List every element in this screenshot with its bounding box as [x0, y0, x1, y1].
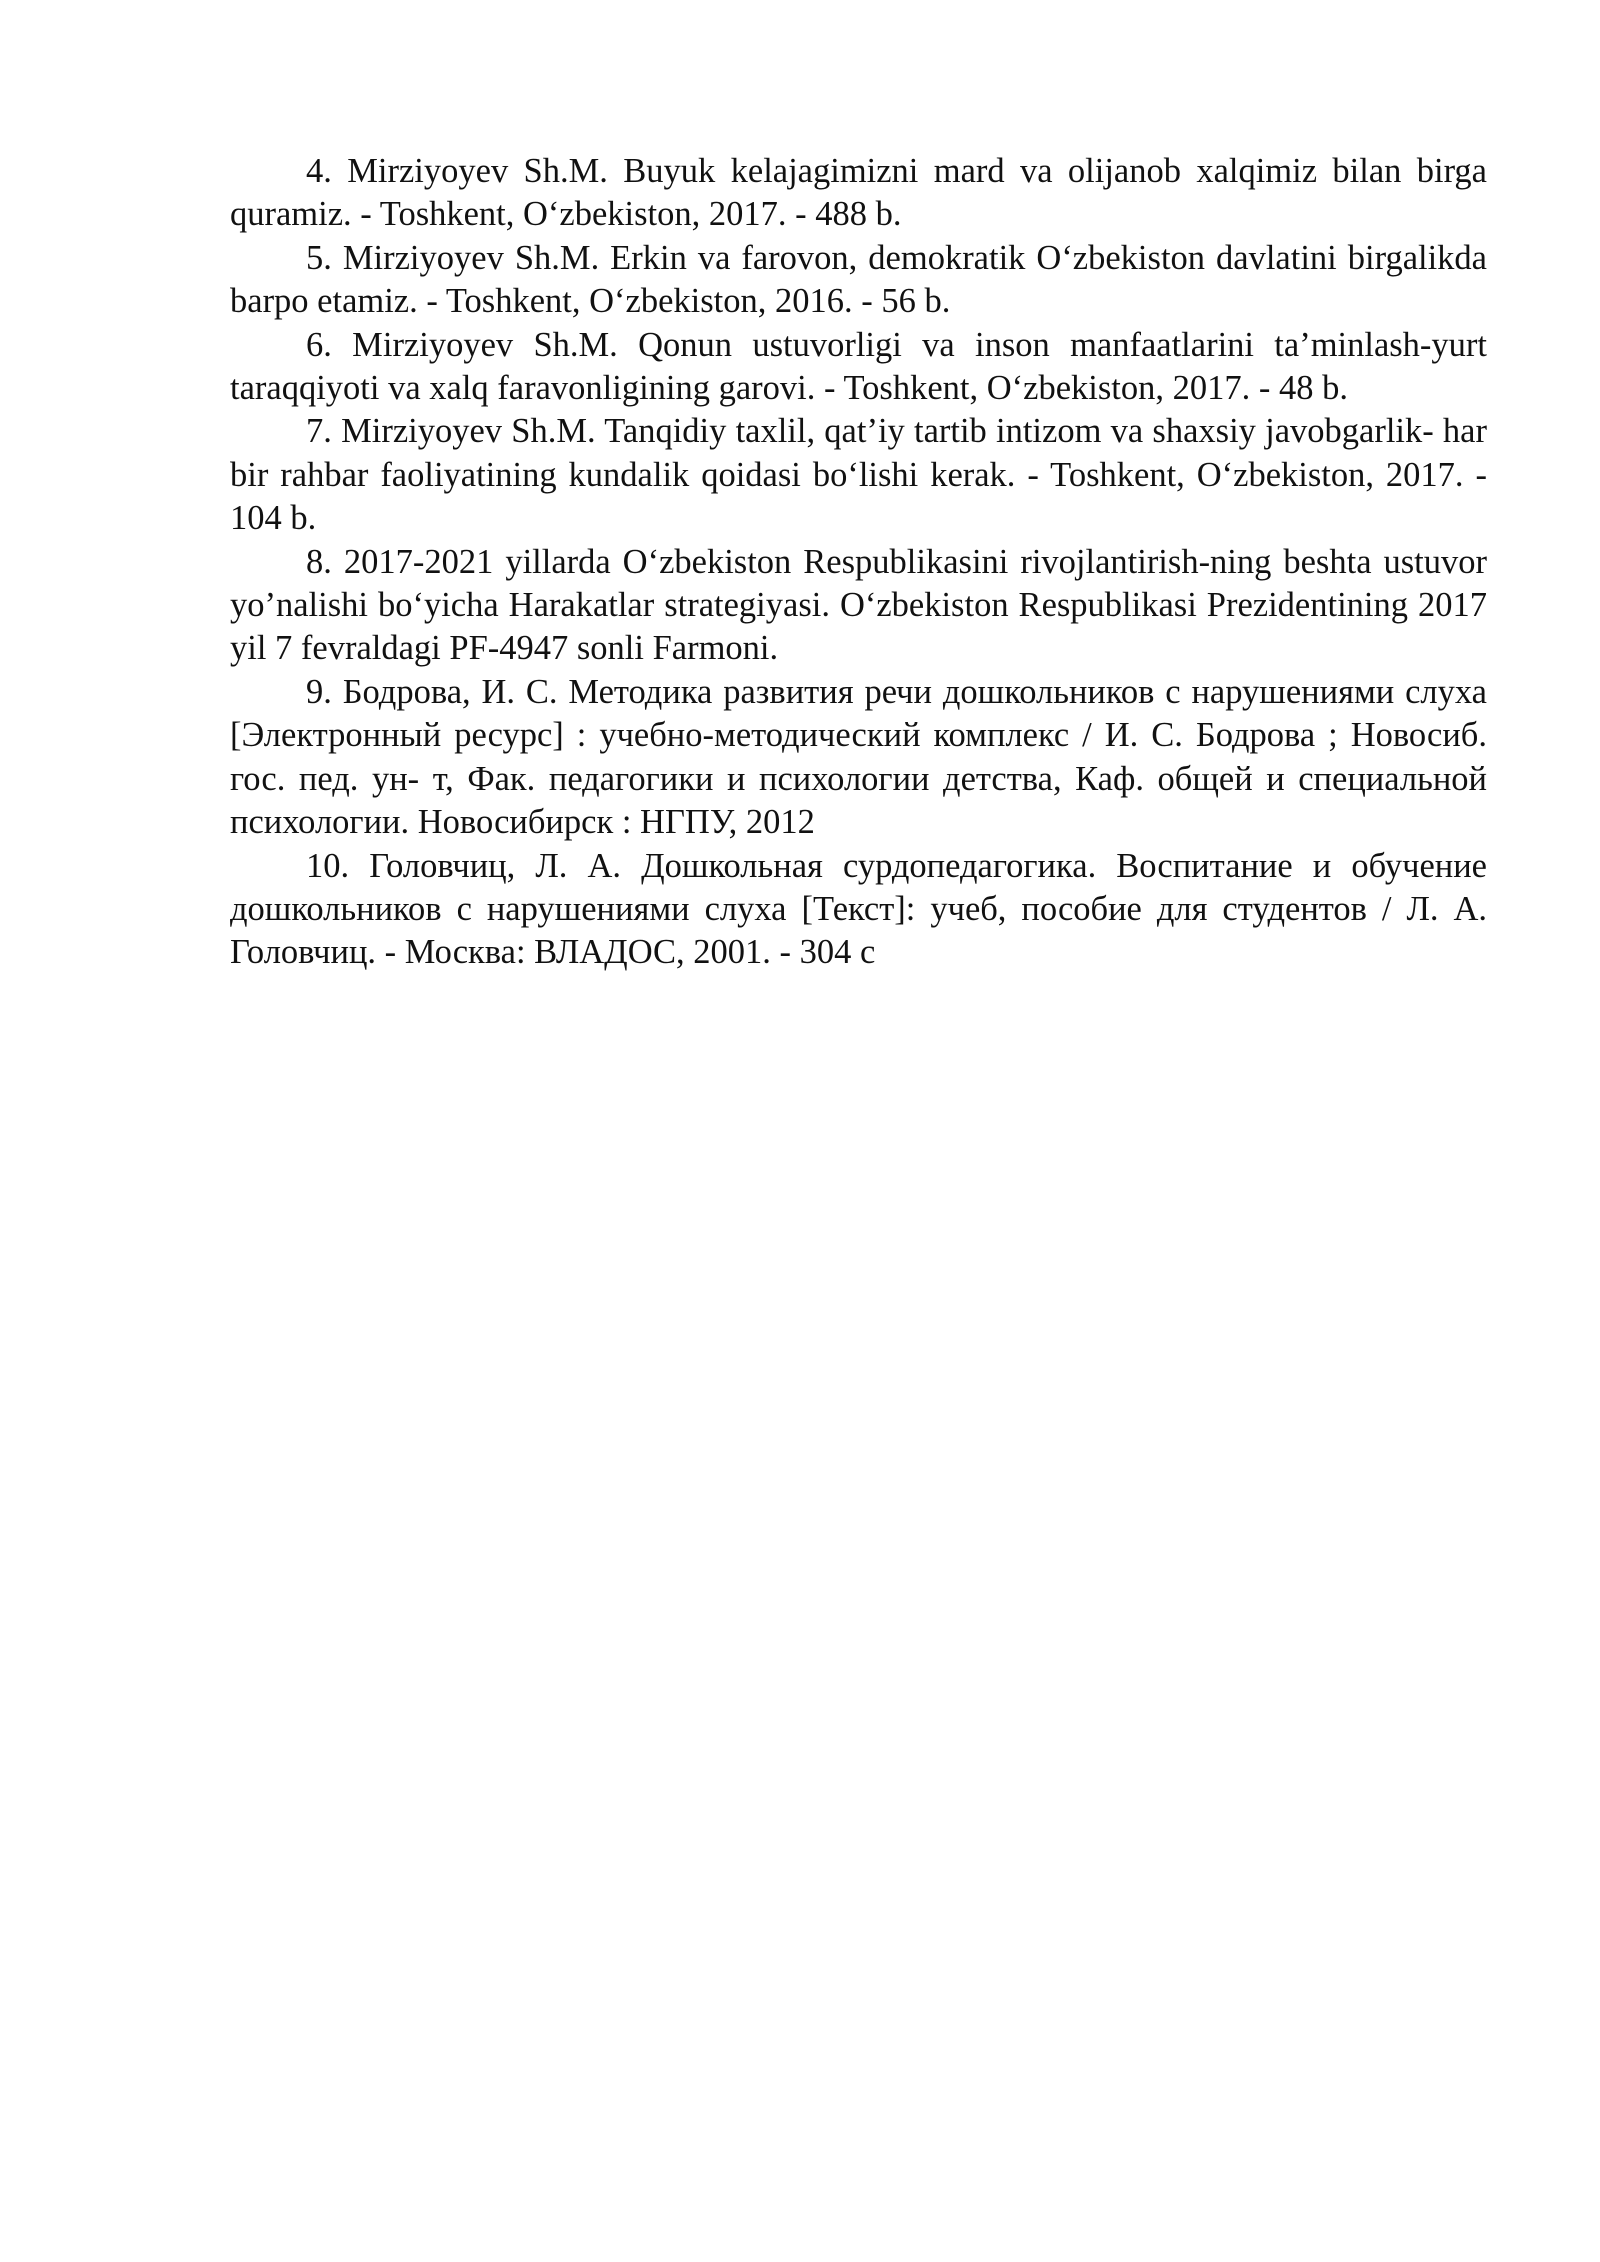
reference-item-4: 4. Mirziyoyev Sh.M. Buyuk kelajagimizni mard va olijanob xalqimiz bilan birga quramiz. - Toshkent, O‘zbekiston, 2017. - 488 b.: [230, 152, 1487, 234]
reference-list: [230, 150, 1487, 975]
reference-item-7: 7. Mirziyoyev Sh.M. Tanqidiy taxlil, qat’iy tartib intizom va shaxsiy javobgarlik- har bir rahbar faoliyatining kundalik qoidasi bo‘lishi kerak. - Toshkent, O‘zbekiston, 2017. - 104 b.: [230, 412, 1487, 538]
reference-item-6: 6. Mirziyoyev Sh.M. Qonun ustuvorligi va inson manfaatlarini ta’minlash-yurt taraqqiyoti va xalq faravonligining garovi. - Toshkent, O‘zbekiston, 2017. - 48 b.: [230, 325, 1487, 408]
reference-item-8: 8. 2017-2021 yillarda O‘zbekiston Respublikasini rivojlantirish-ning beshta ustuvor yo’nalishi bo‘yicha Harakatlar strategiyasi. O‘zbekiston Respublikasi Prezidentining 2017 yil 7 fevraldagi PF-4947 sonli Farmoni.: [230, 542, 1487, 668]
reference-item-5: 5. Mirziyoyev Sh.M. Erkin va farovon, demokratik O‘zbekiston davlatini birgalikda barpo etamiz. - Toshkent, O‘zbekiston, 2016. - 56 b.: [230, 238, 1487, 321]
reference-item-9: 9. Бодрова, И. С. Методика развития речи дошкольников с нарушениями слуха [Электронный ресурс] : учебно-методический комплекс / И. С. Бодрова ; Новосиб. гос. пед. ун- т, Фак. педагогики и психологии детства, Каф. общей и специальной психологии. Новосибирск : НГПУ, 2012: [230, 672, 1487, 842]
reference-item-10: 10. Головчиц, Л. А. Дошкольная сурдопедагогика. Воспитание и обучение дошкольников с нарушениями слуха [Текст]: учеб, пособие для студентов / Л. А. Головчиц. - Москва: ВЛАДОС, 2001. - 304 с: [230, 846, 1487, 972]
